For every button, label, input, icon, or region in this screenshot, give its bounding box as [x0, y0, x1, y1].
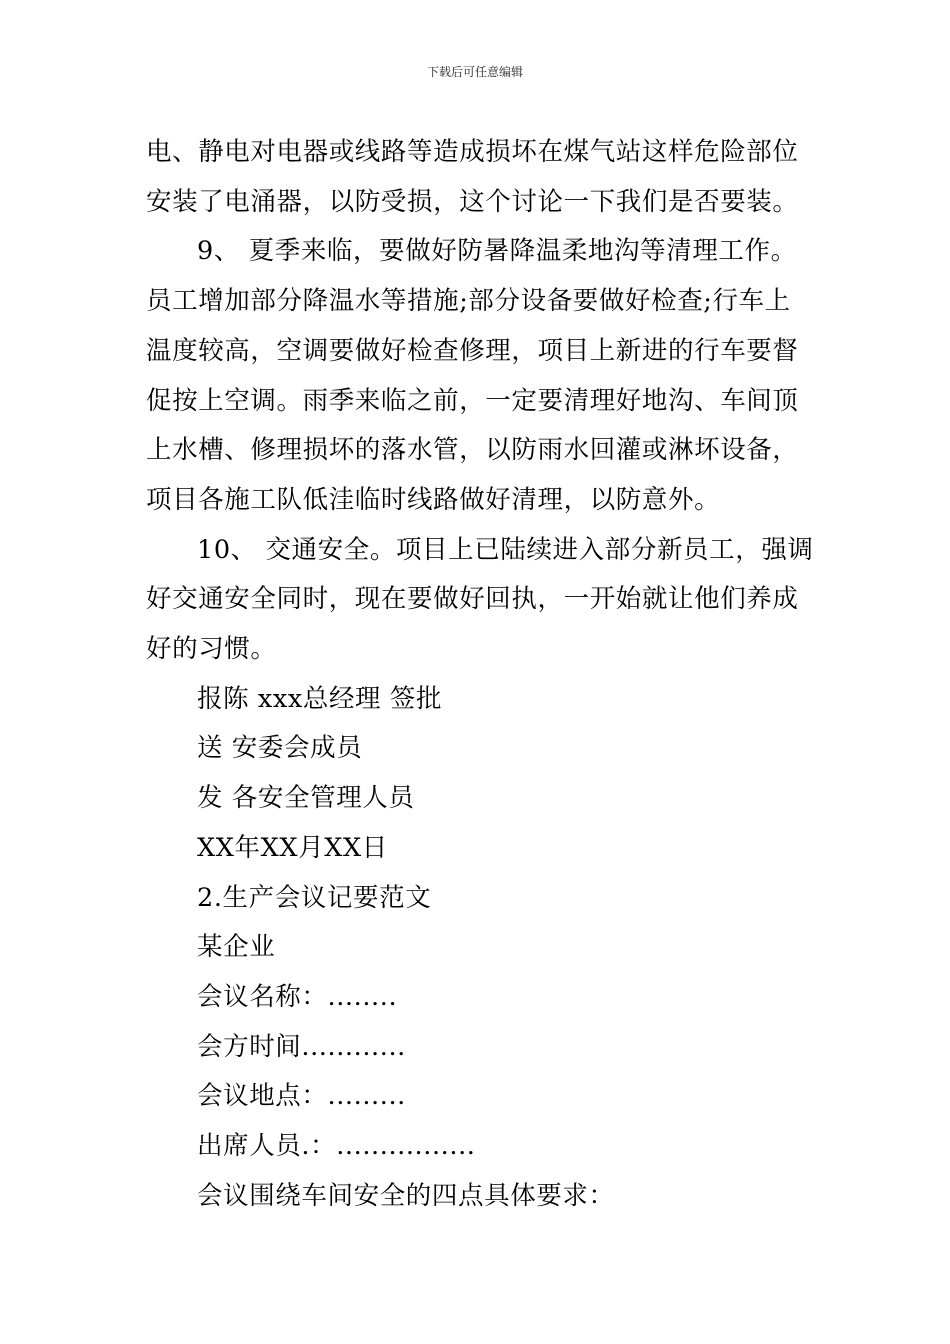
text-line: 上水槽、修理损坏的落水管，以防雨水回灌或淋坏设备，: [146, 435, 799, 466]
text-line: 好的习惯。: [146, 634, 277, 665]
text-line: 好交通安全同时，现在要做好回执，一开始就让他们养成: [146, 584, 799, 615]
text-line: 员工增加部分降温水等措施;部分设备要做好检查;行车上: [146, 286, 791, 317]
meeting-time-line: 会方时间............: [197, 1031, 406, 1062]
send-to-line: 送 安委会成员: [197, 733, 363, 764]
text-line: 9、 夏季来临，要做好防暑降温柔地沟等清理工作。: [197, 236, 797, 267]
meeting-location-line: 会议地点：.........: [197, 1081, 406, 1112]
section-heading: 2.生产会议记要范文: [197, 882, 432, 913]
document-body: [146, 128, 814, 1221]
meeting-name-line: 会议名称：........: [197, 981, 398, 1012]
paragraph-traffic-safety: [146, 526, 814, 675]
report-to-line: 报陈 xxx总经理 签批: [197, 683, 443, 714]
paragraph-lightning-protection: [146, 128, 808, 227]
text-line: 促按上空调。雨季来临之前，一定要清理好地沟、车间顶: [146, 385, 799, 416]
text-line: 安装了电涌器，以防受损，这个讨论一下我们是否要装。: [146, 186, 799, 217]
date-line: XX年XX月XX日: [197, 832, 388, 863]
text-line: 温度较高，空调要做好检查修理，项目上新进的行车要督: [146, 335, 799, 366]
text-line: 10、 交通安全。项目上已陆续进入部分新员工，强调: [197, 534, 814, 565]
company-line: 某企业: [197, 932, 276, 963]
attendees-line: 出席人员.：................: [197, 1131, 476, 1162]
meeting-topic-line: 会议围绕车间安全的四点具体要求：: [197, 1180, 615, 1211]
text-line: 项目各施工队低洼临时线路做好清理，以防意外。: [146, 484, 721, 515]
text-line: 电、静电对电器或线路等造成损坏在煤气站这样危险部位: [146, 137, 799, 167]
paragraph-summer-cooling: [146, 227, 808, 525]
distribute-to-line: 发 各安全管理人员: [197, 783, 415, 814]
header-note: 下载后可任意编辑: [426, 65, 523, 79]
